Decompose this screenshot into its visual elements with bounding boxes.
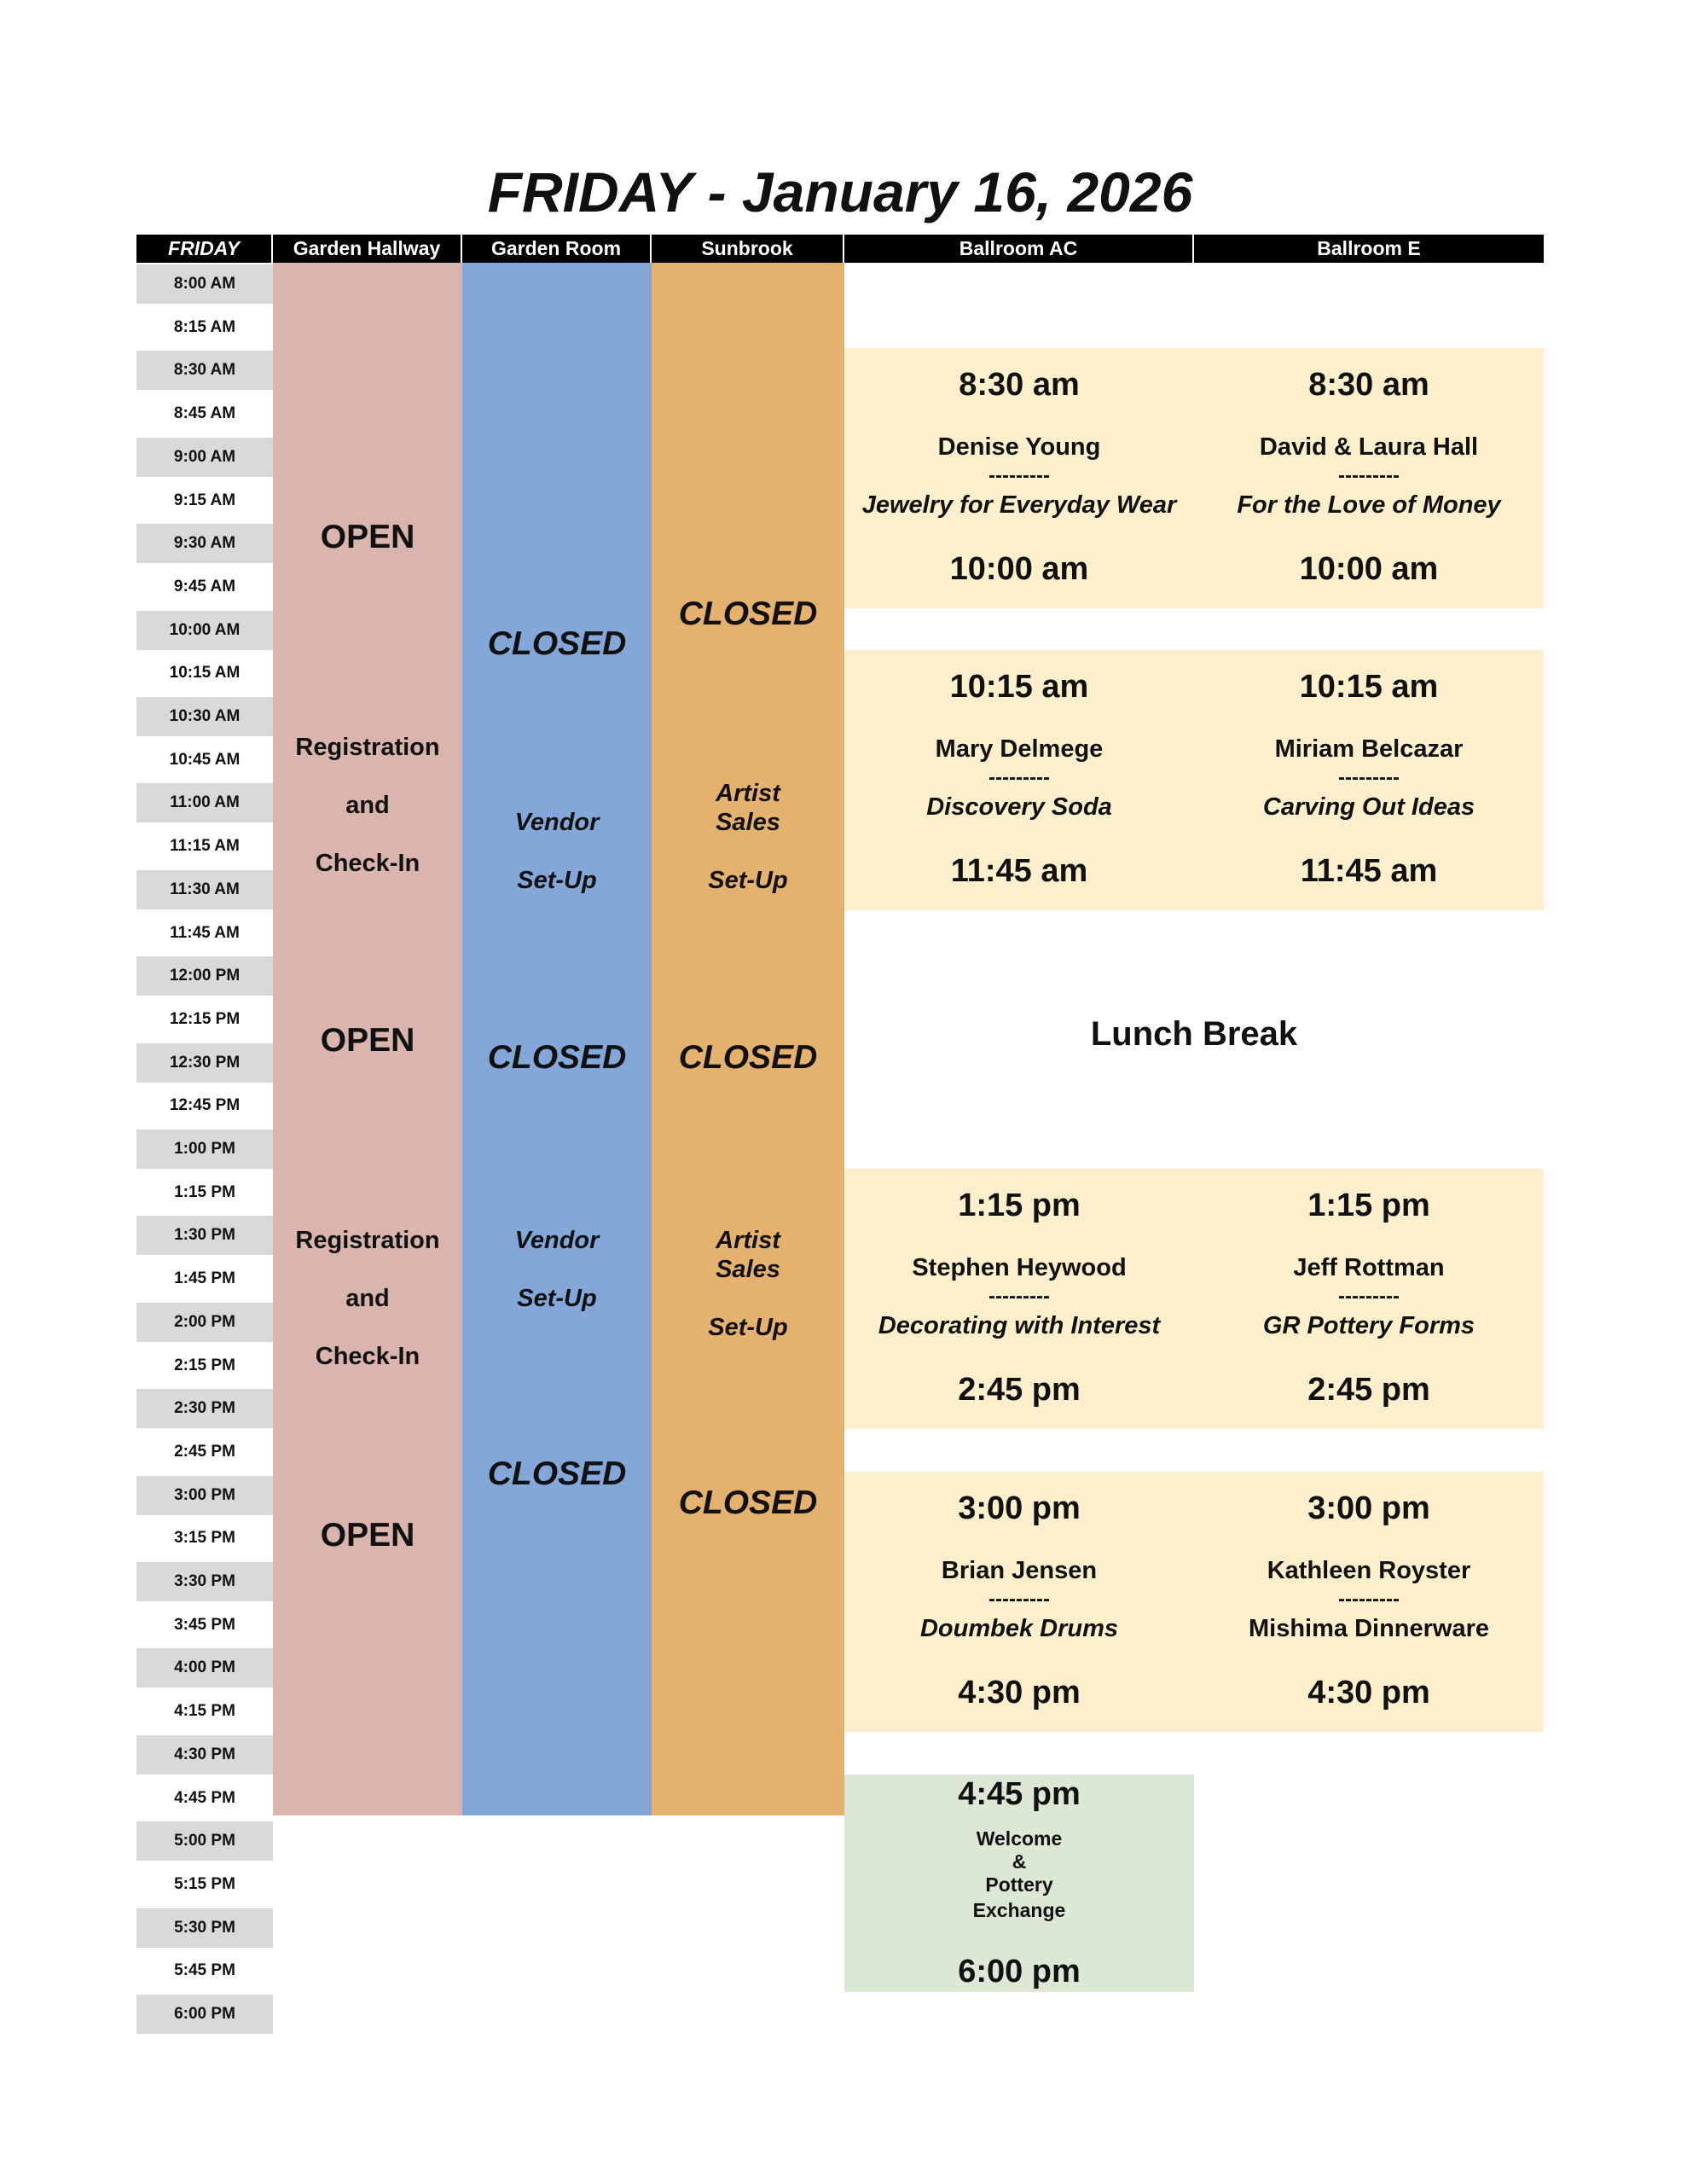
separator: --------- (988, 464, 1050, 487)
session-topic: Discovery Soda (926, 793, 1112, 821)
presenter-name: Jeff Rottman (1293, 1254, 1445, 1281)
garden-room-column (462, 263, 652, 1815)
hallway-open-label-2: OPEN (320, 1022, 415, 1059)
sunbrook-artist-label-1: Artist (716, 780, 780, 807)
hallway-and-label-1: and (345, 792, 390, 819)
time-slot-label: 4:15 PM (174, 1702, 235, 1721)
session-topic: GR Pottery Forms (1262, 1312, 1475, 1339)
session-block-4 (844, 1472, 1544, 1732)
time-slot-label: 10:45 AM (169, 750, 241, 769)
time-slot-label: 3:15 PM (174, 1529, 235, 1548)
time-slot-label: 8:30 AM (136, 351, 273, 390)
time-slot-label: 2:30 PM (136, 1389, 273, 1428)
welcome-start-time: 4:45 pm (958, 1776, 1081, 1812)
ballroom-ac-session-4 (844, 1472, 1194, 1732)
header-ballroom-ac: Ballroom AC (844, 235, 1194, 263)
room-vendor-label-2: Vendor (514, 1227, 600, 1254)
ballroom-ac-session-1 (844, 348, 1194, 608)
time-slot-label: 1:45 PM (174, 1269, 235, 1288)
session-block-2 (844, 650, 1544, 910)
ballroom-e-session-4 (1194, 1472, 1544, 1732)
welcome-line-3: Pottery (985, 1873, 1053, 1896)
sunbrook-sales-label-1: Sales (716, 809, 780, 836)
session-end-time: 2:45 pm (1307, 1372, 1430, 1408)
ballroom-ac-session-3 (844, 1169, 1194, 1429)
session-start-time: 10:15 am (1299, 669, 1439, 705)
separator: --------- (988, 766, 1050, 789)
session-topic: Jewelry for Everyday Wear (861, 491, 1177, 519)
time-slot-label: 11:30 AM (136, 870, 273, 909)
room-closed-label-2: CLOSED (487, 1039, 627, 1076)
presenter-name: Denise Young (937, 433, 1101, 461)
room-setup-label-2: Set-Up (517, 1285, 597, 1312)
sunbrook-closed-label-2: CLOSED (678, 1039, 818, 1076)
room-setup-label-1: Set-Up (517, 867, 597, 894)
session-end-time: 11:45 am (950, 853, 1088, 889)
welcome-line-4: Exchange (972, 1899, 1066, 1921)
ballroom-e-session-1 (1194, 348, 1544, 608)
session-start-time: 1:15 pm (1307, 1188, 1430, 1223)
time-slot-label: 5:15 PM (174, 1874, 235, 1893)
time-slot-label: 4:00 PM (136, 1648, 273, 1687)
time-slot-label: 8:45 AM (173, 404, 236, 423)
time-slot-label: 12:45 PM (169, 1096, 241, 1115)
time-slot-label: 12:15 PM (169, 1009, 241, 1028)
welcome-end-time: 6:00 pm (958, 1954, 1081, 1989)
separator: --------- (988, 1588, 1050, 1611)
time-slot-label: 10:30 AM (136, 697, 273, 736)
time-slot-label: 3:45 PM (174, 1615, 235, 1634)
hallway-open-label-1: OPEN (320, 519, 415, 555)
time-slot-label: 11:00 AM (136, 783, 273, 822)
garden-hallway-column (273, 263, 462, 1815)
session-end-time: 10:00 am (1299, 551, 1439, 587)
time-slot-label: 9:15 AM (173, 491, 236, 509)
header-garden-room: Garden Room (462, 235, 652, 263)
time-slot-label: 5:30 PM (136, 1908, 273, 1948)
time-slot-label: 2:15 PM (174, 1356, 235, 1374)
time-slot-label: 1:30 PM (136, 1216, 273, 1255)
room-closed-label-1: CLOSED (487, 625, 627, 662)
sunbrook-sales-label-2: Sales (716, 1256, 780, 1283)
presenter-name: Brian Jensen (941, 1557, 1098, 1584)
time-slot-label: 1:00 PM (136, 1130, 273, 1169)
session-topic: Doumbek Drums (919, 1615, 1119, 1642)
header-ballroom-e: Ballroom E (1194, 235, 1544, 263)
time-slot-label: 1:15 PM (174, 1182, 235, 1201)
session-start-time: 8:30 am (959, 367, 1080, 403)
room-closed-label-3: CLOSED (487, 1455, 627, 1492)
time-slot-label: 10:15 AM (169, 664, 241, 682)
hallway-checkin-label-1: Check-In (315, 850, 420, 877)
session-start-time: 8:30 am (1308, 367, 1429, 403)
session-block-1 (844, 348, 1544, 608)
hallway-open-label-3: OPEN (320, 1517, 415, 1554)
presenter-name: Miriam Belcazar (1274, 735, 1464, 763)
time-slot-label: 11:15 AM (170, 837, 240, 856)
presenter-name: Mary Delmege (935, 735, 1104, 763)
session-topic: Mishima Dinnerware (1248, 1615, 1490, 1642)
time-slot-label: 11:45 AM (170, 923, 240, 942)
ballroom-ac-session-2 (844, 650, 1194, 910)
welcome-line-2: & (1012, 1850, 1027, 1873)
sunbrook-closed-label-1: CLOSED (678, 595, 818, 632)
time-slot-label: 12:00 PM (136, 956, 273, 996)
header-garden-hallway: Garden Hallway (273, 235, 462, 263)
ballroom-e-session-2 (1194, 650, 1544, 910)
separator: --------- (1338, 464, 1400, 487)
time-slot-label: 12:30 PM (136, 1043, 273, 1083)
time-slot-label: 2:00 PM (136, 1303, 273, 1342)
page-title: FRIDAY - January 16, 2026 (487, 160, 1193, 224)
time-slot-label: 9:30 AM (136, 524, 273, 563)
separator: --------- (988, 1285, 1050, 1308)
session-end-time: 2:45 pm (958, 1372, 1081, 1408)
hallway-registration-label-1: Registration (295, 734, 440, 761)
time-slot-label: 5:45 PM (174, 1961, 235, 1980)
presenter-name: Kathleen Royster (1267, 1557, 1471, 1584)
time-slot-label: 9:45 AM (173, 577, 236, 595)
session-block-3 (844, 1169, 1544, 1429)
header-friday: FRIDAY (136, 235, 273, 263)
separator: --------- (1338, 766, 1400, 789)
separator: --------- (1338, 1588, 1400, 1611)
presenter-name: Stephen Heywood (912, 1254, 1127, 1281)
sunbrook-setup-label-2: Set-Up (708, 1314, 788, 1341)
time-slot-label: 8:00 AM (136, 264, 273, 304)
hallway-and-label-2: and (345, 1285, 390, 1312)
lunch-break-label: Lunch Break (1090, 1015, 1298, 1053)
session-end-time: 10:00 am (949, 551, 1089, 587)
welcome-pottery-exchange-block (844, 1774, 1194, 1992)
session-start-time: 3:00 pm (1307, 1490, 1430, 1526)
time-slot-label: 10:00 AM (136, 611, 273, 650)
hallway-checkin-label-2: Check-In (315, 1343, 420, 1370)
header-sunbrook: Sunbrook (652, 235, 844, 263)
sunbrook-artist-label-2: Artist (716, 1227, 780, 1254)
session-end-time: 4:30 pm (958, 1675, 1081, 1711)
session-topic: Decorating with Interest (878, 1312, 1161, 1339)
time-slot-label: 6:00 PM (136, 1995, 273, 2034)
session-topic: Carving Out Ideas (1262, 793, 1475, 821)
session-start-time: 3:00 pm (958, 1490, 1081, 1526)
time-slot-label: 4:30 PM (136, 1735, 273, 1774)
hallway-registration-label-2: Registration (295, 1227, 440, 1254)
time-slot-label: 8:15 AM (173, 317, 236, 336)
separator: --------- (1338, 1285, 1400, 1308)
sunbrook-column (652, 263, 844, 1815)
room-vendor-label-1: Vendor (514, 809, 600, 836)
session-end-time: 4:30 pm (1307, 1675, 1430, 1711)
time-slot-label: 2:45 PM (174, 1442, 235, 1461)
session-end-time: 11:45 am (1300, 853, 1438, 889)
sunbrook-setup-label-1: Set-Up (708, 867, 788, 894)
sunbrook-closed-label-3: CLOSED (678, 1484, 818, 1521)
time-slot-label: 4:45 PM (174, 1788, 235, 1807)
time-slot-label: 3:30 PM (136, 1562, 273, 1601)
ballroom-e-session-3 (1194, 1169, 1544, 1429)
welcome-line-1: Welcome (976, 1827, 1063, 1850)
session-start-time: 1:15 pm (958, 1188, 1081, 1223)
session-topic: For the Love of Money (1237, 491, 1501, 519)
time-slot-label: 3:00 PM (136, 1476, 273, 1515)
session-start-time: 10:15 am (949, 669, 1089, 705)
presenter-name: David & Laura Hall (1259, 433, 1479, 461)
time-slot-label: 9:00 AM (136, 438, 273, 477)
time-slot-label: 5:00 PM (136, 1821, 273, 1861)
